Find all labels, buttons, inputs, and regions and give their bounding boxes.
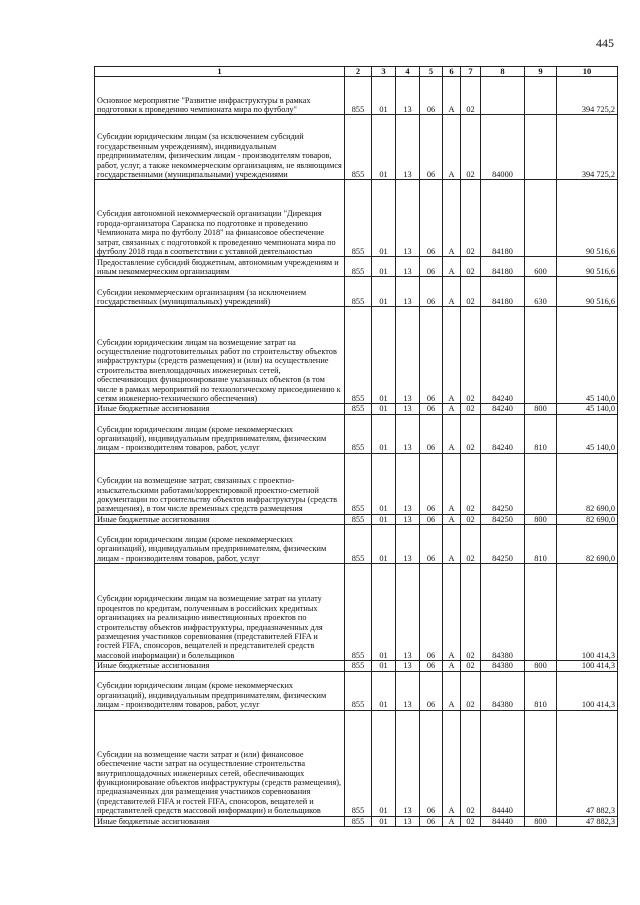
event-code-cell: 02 <box>461 710 481 816</box>
ministry-code-cell: 855 <box>345 414 372 453</box>
expense-type-code-cell: 810 <box>525 671 557 710</box>
direction-code-cell: 84380 <box>481 661 525 671</box>
program-code-cell: 06 <box>420 816 443 826</box>
row-description: Иные бюджетные ассигнования <box>95 514 345 524</box>
subsection-code-cell: 13 <box>396 661 420 671</box>
subsection-code-cell: 13 <box>396 404 420 414</box>
direction-code-cell: 84250 <box>481 514 525 524</box>
subsection-code-cell: 13 <box>396 710 420 816</box>
expense-type-code-cell <box>525 564 557 661</box>
row-description: Иные бюджетные ассигнования <box>95 404 345 414</box>
column-header: 7 <box>461 67 481 77</box>
amount-cell: 100 414,3 <box>557 661 618 671</box>
program-code-cell: 06 <box>420 564 443 661</box>
direction-code-cell: 84380 <box>481 671 525 710</box>
row-description: Субсидии юридическим лицам (за исключением субсидий государственным учреждениям), индивидуальным предпринимателям, физическим лицам - производителям товаров, работ, услуг, а также некоммерческим организациям, не являющимся государственными (муниципальными) учреждениями <box>95 115 345 180</box>
subprogram-code-cell: А <box>443 525 461 564</box>
direction-code-cell: 84250 <box>481 525 525 564</box>
subprogram-code-cell: А <box>443 671 461 710</box>
column-header: 9 <box>525 67 557 77</box>
event-code-cell: 02 <box>461 816 481 826</box>
subsection-code-cell: 13 <box>396 277 420 307</box>
amount-cell: 100 414,3 <box>557 564 618 661</box>
direction-code-cell: 84440 <box>481 710 525 816</box>
table-row <box>95 257 618 277</box>
event-code-cell: 02 <box>461 115 481 180</box>
program-code-cell: 06 <box>420 257 443 277</box>
program-code-cell: 06 <box>420 671 443 710</box>
direction-code-cell: 84180 <box>481 277 525 307</box>
budget-table <box>94 66 618 827</box>
amount-cell: 45 140,0 <box>557 404 618 414</box>
row-description: Субсидии на возмещение затрат, связанных с проектно-изыскательскими работами/корректировкой проектно-сметной документации по строительству объектов инфраструктуры (средств размещения), в том числе временных средств размещения <box>95 453 345 514</box>
program-code-cell: 06 <box>420 710 443 816</box>
expense-type-code-cell <box>525 180 557 257</box>
subprogram-code-cell: А <box>443 180 461 257</box>
table-row <box>95 307 618 404</box>
subsection-code-cell: 13 <box>396 115 420 180</box>
section-code-cell: 01 <box>372 307 396 404</box>
column-header: 4 <box>396 67 420 77</box>
column-header: 3 <box>372 67 396 77</box>
expense-type-code-cell: 810 <box>525 414 557 453</box>
direction-code-cell: 84180 <box>481 180 525 257</box>
expense-type-code-cell: 800 <box>525 661 557 671</box>
row-description: Субсидии юридическим лицам на возмещение затрат на осуществление подготовительных работ по строительству объектов инфраструктуры (средств размещения) и (или) на осуществление строительства внеплощадочных инженерных сетей, обеспечивающих функционирование указанных объектов (в том числе в рамках мероприятий по технологическому присоединению к сетям инженерно-технического обеспечения) <box>95 307 345 404</box>
amount-cell: 394 725,2 <box>557 115 618 180</box>
section-code-cell: 01 <box>372 404 396 414</box>
section-code-cell: 01 <box>372 277 396 307</box>
ministry-code-cell: 855 <box>345 710 372 816</box>
row-description: Субсидии юридическим лицам (кроме некоммерческих организаций), индивидуальным предпринимателям, физическим лицам - производителям товаров, работ, услуг <box>95 414 345 453</box>
subprogram-code-cell: А <box>443 307 461 404</box>
subprogram-code-cell: А <box>443 115 461 180</box>
ministry-code-cell: 855 <box>345 404 372 414</box>
event-code-cell: 02 <box>461 514 481 524</box>
ministry-code-cell: 855 <box>345 671 372 710</box>
expense-type-code-cell: 630 <box>525 277 557 307</box>
row-description: Иные бюджетные ассигнования <box>95 816 345 826</box>
row-description: Основное мероприятие "Развитие инфраструктуры в рамках подготовки к проведению чемпионата мира по футболу" <box>95 77 345 115</box>
ministry-code-cell: 855 <box>345 453 372 514</box>
subsection-code-cell: 13 <box>396 180 420 257</box>
program-code-cell: 06 <box>420 525 443 564</box>
table-row <box>95 277 618 307</box>
table-body <box>95 77 618 827</box>
expense-type-code-cell: 800 <box>525 816 557 826</box>
ministry-code-cell: 855 <box>345 277 372 307</box>
column-header: 5 <box>420 67 443 77</box>
ministry-code-cell: 855 <box>345 514 372 524</box>
row-description: Субсидии некоммерческим организациям (за исключением государственных (муниципальных) учреждений) <box>95 277 345 307</box>
subprogram-code-cell: А <box>443 816 461 826</box>
table-row <box>95 564 618 661</box>
section-code-cell: 01 <box>372 525 396 564</box>
ministry-code-cell: 855 <box>345 661 372 671</box>
amount-cell: 82 690,0 <box>557 514 618 524</box>
section-code-cell: 01 <box>372 564 396 661</box>
section-code-cell: 01 <box>372 453 396 514</box>
ministry-code-cell: 855 <box>345 257 372 277</box>
row-description: Предоставление субсидий бюджетным, автономным учреждениям и иным некоммерческим организациям <box>95 257 345 277</box>
program-code-cell: 06 <box>420 307 443 404</box>
row-description: Субсидии на возмещение части затрат и (или) финансовое обеспечение части затрат на осуществление строительства внутриплощадочных инженерных сетей, обеспечивающих функционирование объектов инфраструктуры (средств размещения), предназначенных для размещения участников соревнования (представителей FIFA и гостей FIFA, спонсоров, вещателей и представителей средств массовой информации) и болельщиков <box>95 710 345 816</box>
event-code-cell: 02 <box>461 525 481 564</box>
ministry-code-cell: 855 <box>345 307 372 404</box>
table-header-row <box>95 67 618 77</box>
program-code-cell: 06 <box>420 453 443 514</box>
subprogram-code-cell: А <box>443 564 461 661</box>
subsection-code-cell: 13 <box>396 414 420 453</box>
amount-cell: 100 414,3 <box>557 671 618 710</box>
row-description: Субсидии юридическим лицам (кроме некоммерческих организаций), индивидуальным предпринимателям, физическим лицам - производителям товаров, работ, услуг <box>95 671 345 710</box>
table-row <box>95 404 618 414</box>
table-row <box>95 514 618 524</box>
section-code-cell: 01 <box>372 414 396 453</box>
subprogram-code-cell: А <box>443 710 461 816</box>
table-row <box>95 414 618 453</box>
program-code-cell: 06 <box>420 180 443 257</box>
amount-cell: 394 725,2 <box>557 77 618 115</box>
ministry-code-cell: 855 <box>345 77 372 115</box>
program-code-cell: 06 <box>420 414 443 453</box>
event-code-cell: 02 <box>461 671 481 710</box>
subsection-code-cell: 13 <box>396 453 420 514</box>
expense-type-code-cell <box>525 115 557 180</box>
amount-cell: 82 690,0 <box>557 453 618 514</box>
table-row <box>95 77 618 115</box>
event-code-cell: 02 <box>461 77 481 115</box>
section-code-cell: 01 <box>372 514 396 524</box>
table-row <box>95 115 618 180</box>
amount-cell: 47 882,3 <box>557 816 618 826</box>
event-code-cell: 02 <box>461 453 481 514</box>
column-header: 1 <box>95 67 345 77</box>
event-code-cell: 02 <box>461 564 481 661</box>
table-row <box>95 525 618 564</box>
amount-cell: 90 516,6 <box>557 257 618 277</box>
direction-code-cell: 84240 <box>481 414 525 453</box>
section-code-cell: 01 <box>372 77 396 115</box>
section-code-cell: 01 <box>372 661 396 671</box>
row-description: Субсидия автономной некоммерческой организации "Дирекция города-организатора Саранска по подготовке и проведению Чемпионата мира по футболу 2018" на финансовое обеспечение затрат, связанных с подготовкой к проведению чемпионата мира по футболу 2018 года в соответствии с уставной деятельностью <box>95 180 345 257</box>
program-code-cell: 06 <box>420 404 443 414</box>
table-row <box>95 180 618 257</box>
expense-type-code-cell: 800 <box>525 404 557 414</box>
subprogram-code-cell: А <box>443 514 461 524</box>
subprogram-code-cell: А <box>443 661 461 671</box>
row-description: Субсидии юридическим лицам на возмещение затрат на уплату процентов по кредитам, полученным в российских кредитных организациях на реализацию инвестиционных проектов по строительству объектов инфраструктуры, предназначенных для размещения участников соревнования (представителей FIFA и гостей FIFA, спонсоров, вещателей и представителей средств массовой информации) и болельщиков <box>95 564 345 661</box>
event-code-cell: 02 <box>461 414 481 453</box>
table-row <box>95 661 618 671</box>
ministry-code-cell: 855 <box>345 564 372 661</box>
page-number: 445 <box>596 36 614 50</box>
table-row <box>95 816 618 826</box>
event-code-cell: 02 <box>461 277 481 307</box>
column-header: 6 <box>443 67 461 77</box>
subprogram-code-cell: А <box>443 77 461 115</box>
subsection-code-cell: 13 <box>396 307 420 404</box>
program-code-cell: 06 <box>420 77 443 115</box>
ministry-code-cell: 855 <box>345 180 372 257</box>
subsection-code-cell: 13 <box>396 671 420 710</box>
subsection-code-cell: 13 <box>396 816 420 826</box>
amount-cell: 90 516,6 <box>557 277 618 307</box>
column-header: 2 <box>345 67 372 77</box>
row-description: Субсидии юридическим лицам (кроме некоммерческих организаций), индивидуальным предпринимателям, физическим лицам - производителям товаров, работ, услуг <box>95 525 345 564</box>
table-row <box>95 671 618 710</box>
section-code-cell: 01 <box>372 816 396 826</box>
ministry-code-cell: 855 <box>345 115 372 180</box>
column-header: 10 <box>557 67 618 77</box>
subsection-code-cell: 13 <box>396 564 420 661</box>
section-code-cell: 01 <box>372 671 396 710</box>
expense-type-code-cell <box>525 77 557 115</box>
subsection-code-cell: 13 <box>396 77 420 115</box>
event-code-cell: 02 <box>461 404 481 414</box>
direction-code-cell: 84250 <box>481 453 525 514</box>
ministry-code-cell: 855 <box>345 816 372 826</box>
subprogram-code-cell: А <box>443 414 461 453</box>
expense-type-code-cell <box>525 307 557 404</box>
ministry-code-cell: 855 <box>345 525 372 564</box>
program-code-cell: 06 <box>420 661 443 671</box>
direction-code-cell: 84000 <box>481 115 525 180</box>
direction-code-cell: 84380 <box>481 564 525 661</box>
event-code-cell: 02 <box>461 307 481 404</box>
expense-type-code-cell <box>525 453 557 514</box>
direction-code-cell: 84240 <box>481 307 525 404</box>
expense-type-code-cell <box>525 710 557 816</box>
direction-code-cell <box>481 77 525 115</box>
amount-cell: 90 516,6 <box>557 180 618 257</box>
direction-code-cell: 84240 <box>481 404 525 414</box>
section-code-cell: 01 <box>372 710 396 816</box>
amount-cell: 45 140,0 <box>557 414 618 453</box>
column-header: 8 <box>481 67 525 77</box>
subprogram-code-cell: А <box>443 453 461 514</box>
subprogram-code-cell: А <box>443 257 461 277</box>
row-description: Иные бюджетные ассигнования <box>95 661 345 671</box>
subsection-code-cell: 13 <box>396 257 420 277</box>
table-row <box>95 453 618 514</box>
subprogram-code-cell: А <box>443 277 461 307</box>
amount-cell: 47 882,3 <box>557 710 618 816</box>
expense-type-code-cell: 800 <box>525 514 557 524</box>
amount-cell: 82 690,0 <box>557 525 618 564</box>
amount-cell: 45 140,0 <box>557 307 618 404</box>
event-code-cell: 02 <box>461 257 481 277</box>
event-code-cell: 02 <box>461 661 481 671</box>
program-code-cell: 06 <box>420 514 443 524</box>
section-code-cell: 01 <box>372 257 396 277</box>
program-code-cell: 06 <box>420 277 443 307</box>
event-code-cell: 02 <box>461 180 481 257</box>
direction-code-cell: 84440 <box>481 816 525 826</box>
section-code-cell: 01 <box>372 180 396 257</box>
program-code-cell: 06 <box>420 115 443 180</box>
subsection-code-cell: 13 <box>396 514 420 524</box>
subsection-code-cell: 13 <box>396 525 420 564</box>
expense-type-code-cell: 810 <box>525 525 557 564</box>
expense-type-code-cell: 600 <box>525 257 557 277</box>
subprogram-code-cell: А <box>443 404 461 414</box>
table-row <box>95 710 618 816</box>
section-code-cell: 01 <box>372 115 396 180</box>
direction-code-cell: 84180 <box>481 257 525 277</box>
